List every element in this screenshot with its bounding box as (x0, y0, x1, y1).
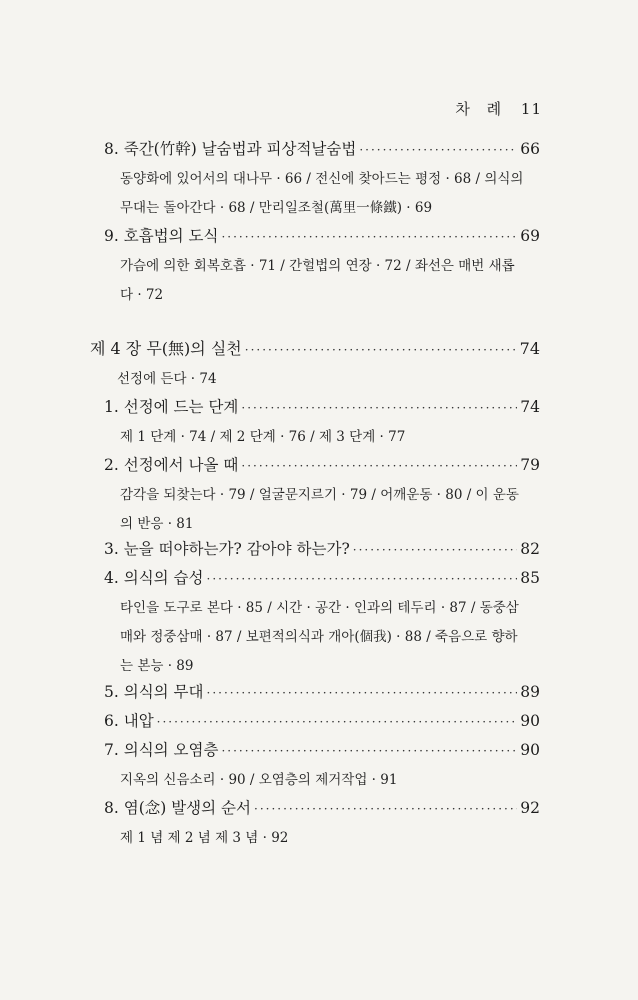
toc-subentry: 선정에 든다 · 74 (117, 371, 217, 387)
dot-leader (241, 459, 517, 473)
toc-entry-page: 74 (519, 339, 540, 358)
toc-chapter-entry (90, 336, 540, 359)
toc-entry (104, 709, 540, 731)
toc-subentry: 무대는 돌아간다 · 68 / 만리일조철(萬里一條鐵) · 69 (120, 200, 433, 216)
toc-subentry: 동양화에 있어서의 대나무 · 66 / 전신에 찾아드는 평정 · 68 / 의식의 (120, 171, 524, 187)
toc-entry-page: 89 (520, 683, 540, 701)
toc-entry-title: 9. 호흡법의 도식 (104, 227, 219, 245)
toc-entry-title: 4. 의식의 습성 (104, 569, 204, 587)
toc-entry (104, 137, 540, 159)
dot-leader (245, 343, 517, 357)
dot-leader (221, 744, 517, 758)
toc-entry (104, 453, 540, 475)
toc-subentry: 는 본능 · 89 (120, 658, 194, 674)
toc-subentry: 매와 정중삼매 · 87 / 보편적의식과 개아(個我) · 88 / 죽음으로 향하 (120, 629, 518, 645)
toc-entry-title: 8. 염(念) 발생의 순서 (104, 799, 252, 817)
toc-entry-title: 5. 의식의 무대 (104, 683, 204, 701)
toc-entry (104, 224, 540, 246)
toc-entry (104, 566, 540, 588)
dot-leader (359, 143, 517, 157)
toc-entry (104, 796, 540, 818)
toc-subentry: 의 반응 · 81 (120, 516, 194, 532)
toc-entry-page: 90 (520, 741, 540, 759)
dot-leader (207, 686, 518, 700)
toc-subentry: 제 1 념 제 2 념 제 3 념 · 92 (120, 830, 289, 846)
toc-entry (104, 537, 540, 559)
header-page-number: 11 (520, 100, 542, 118)
toc-entry-title: 6. 내압 (104, 712, 154, 730)
toc-entry-page: 85 (520, 569, 540, 587)
toc-subentry: 타인을 도구로 본다 · 85 / 시간 · 공간 · 인과의 테두리 · 87 / 동중삼 (120, 600, 519, 616)
toc-entry-page: 90 (520, 712, 540, 730)
dot-leader (221, 230, 517, 244)
toc-entry-page: 66 (520, 140, 540, 158)
toc-subentry: 가슴에 의한 회복호흡 · 71 / 간헐법의 연장 · 72 / 좌선은 매번 새롭 (120, 258, 515, 274)
dot-leader (157, 715, 518, 729)
toc-entry-page: 69 (520, 227, 540, 245)
toc-entry-page: 74 (520, 398, 540, 416)
dot-leader (353, 543, 517, 557)
toc-chapter-title: 제 4 장 무(無)의 실천 (90, 339, 242, 358)
dot-leader (207, 572, 518, 586)
toc-entry-title: 2. 선정에서 나올 때 (104, 456, 239, 474)
toc-entry (104, 738, 540, 760)
dot-leader (254, 802, 517, 816)
toc-subentry: 다 · 72 (120, 287, 164, 303)
toc-entry (104, 395, 540, 417)
toc-entry-page: 92 (520, 799, 540, 817)
toc-entry-title: 7. 의식의 오염층 (104, 741, 219, 759)
toc-entry-page: 79 (520, 456, 540, 474)
toc-subentry: 제 1 단계 · 74 / 제 2 단계 · 76 / 제 3 단계 · 77 (120, 429, 406, 445)
toc-subentry: 감각을 되찾는다 · 79 / 얼굴문지르기 · 79 / 어깨운동 · 80 / 이 운동 (120, 487, 519, 503)
toc-entry (104, 680, 540, 702)
toc-entry-title: 1. 선정에 드는 단계 (104, 398, 239, 416)
toc-entry-title: 3. 눈을 떠야하는가? 감아야 하는가? (104, 540, 350, 558)
header-title: 차 례 (455, 100, 508, 118)
toc-entry-title: 8. 죽간(竹幹) 날숨법과 피상적날숨법 (104, 140, 357, 158)
toc-subentry: 지옥의 신음소리 · 90 / 오염층의 제거작업 · 91 (120, 772, 398, 788)
toc-entry-page: 82 (520, 540, 540, 558)
dot-leader (241, 401, 517, 415)
